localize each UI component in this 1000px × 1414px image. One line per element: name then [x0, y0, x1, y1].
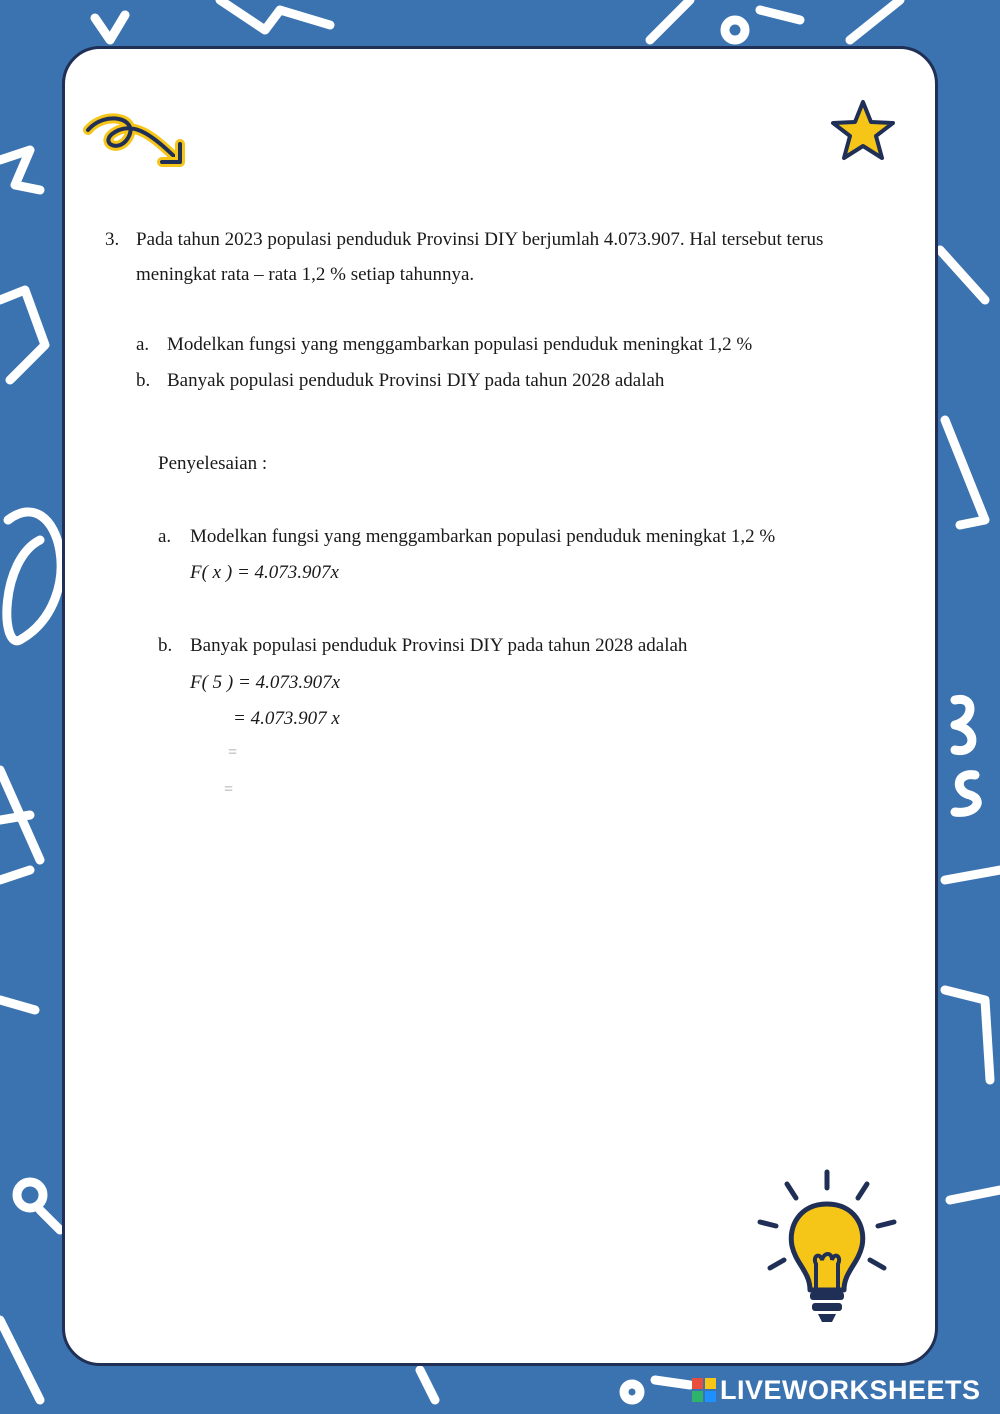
- solution-b-text: Banyak populasi penduduk Provinsi DIY pada tahun 2028 adalah: [190, 635, 688, 656]
- star-icon: [828, 98, 898, 164]
- problem-line-1: Pada tahun 2023 populasi penduduk Provinsi DIY berjumlah 4.073.907. Hal tersebut terus: [136, 229, 824, 250]
- solution-a-letter: a.: [158, 526, 172, 547]
- solution-b-step-4: =: [224, 781, 234, 798]
- question-b-letter: b.: [136, 370, 151, 391]
- solution-heading: Penyelesaian :: [158, 453, 268, 474]
- solution-b-step-3: =: [228, 744, 238, 761]
- curved-arrow-icon: [80, 108, 200, 188]
- solution-a-text: Modelkan fungsi yang menggambarkan populasi penduduk meningkat 1,2 %: [190, 526, 776, 547]
- problem-number: 3.: [105, 229, 120, 250]
- solution-b-letter: b.: [158, 635, 173, 656]
- question-b-text: Banyak populasi penduduk Provinsi DIY pada tahun 2028 adalah: [167, 370, 665, 391]
- question-a-text: Modelkan fungsi yang menggambarkan populasi penduduk meningkat 1,2 %: [167, 334, 753, 355]
- solution-a-formula: F( x ) = 4.073.907x: [190, 562, 339, 583]
- question-a-letter: a.: [136, 334, 150, 355]
- liveworksheets-logo-icon: [692, 1378, 716, 1402]
- problem-line-2: meningkat rata – rata 1,2 % setiap tahunnya.: [136, 264, 475, 285]
- solution-b-step-2: = 4.073.907 x: [233, 708, 340, 729]
- solution-b-step-1: F( 5 ) = 4.073.907x: [190, 672, 341, 693]
- lightbulb-icon: [752, 1168, 902, 1328]
- brand-text: LIVEWORKSHEETS: [720, 1374, 981, 1405]
- liveworksheets-brand: [692, 1376, 981, 1404]
